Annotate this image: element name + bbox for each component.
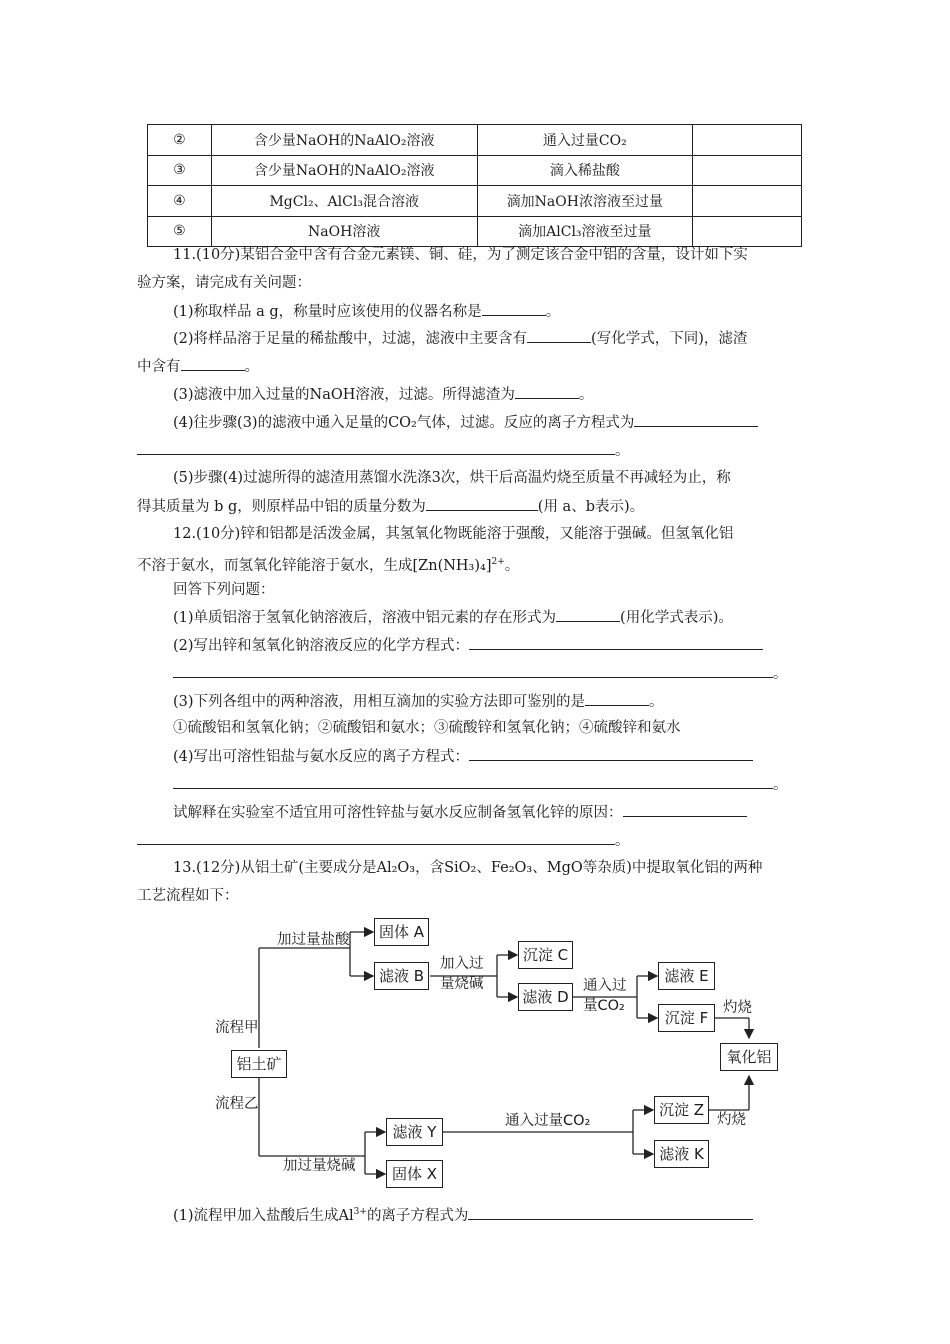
process-flow-diagram xyxy=(205,908,805,1198)
solution-cell: NaOH溶液 xyxy=(211,216,477,247)
node-ppt-z: 沉淀 Z xyxy=(654,1096,709,1124)
q12-part2: (2)写出锌和氢氧化钠溶液反应的化学方程式： xyxy=(173,635,763,656)
solution-cell: 含少量NaOH的NaAlO₂溶液 xyxy=(211,155,477,186)
q12-part4-cont: 。 xyxy=(173,774,788,795)
q11-part2-cont: 中含有 。 xyxy=(137,356,259,377)
label-route-b: 流程乙 xyxy=(215,1096,259,1112)
q12-part2-cont: 。 xyxy=(173,663,788,684)
q11-part4: (4)往步骤(3)的滤液中通入足量的CO₂气体，过滤。反应的离子方程式为 xyxy=(173,412,758,433)
q11-intro-line1: 11.(10分)某铝合金中含有合金元素镁、铜、硅，为了测定该合金中铝的含量，设计如下实 xyxy=(173,247,748,263)
answer-cell[interactable] xyxy=(693,186,802,217)
q12-part1: (1)单质铝溶于氢氧化钠溶液后，溶液中铝元素的存在形式为 (用化学式表示)。 xyxy=(173,607,733,628)
flow-connectors xyxy=(205,908,805,1198)
answer-blank[interactable] xyxy=(469,746,753,761)
answer-blank[interactable] xyxy=(137,440,615,455)
node-bauxite: 铝土矿 xyxy=(231,1050,287,1078)
answer-cell[interactable] xyxy=(693,125,802,156)
answer-blank[interactable] xyxy=(173,663,773,678)
answer-blank[interactable] xyxy=(515,384,579,399)
operation-cell: 滴加AlCl₃溶液至过量 xyxy=(477,216,693,247)
answer-cell[interactable] xyxy=(693,216,802,247)
solution-cell: MgCl₂、AlCl₃混合溶液 xyxy=(211,186,477,217)
q11-part2: (2)将样品溶于足量的稀盐酸中，过滤，滤液中主要含有 (写化学式，下同)，滤渣 xyxy=(173,328,747,349)
q12-intro-line2: 不溶于氨水，而氢氧化锌能溶于氨水，生成$[Zn(NH_3)_4]^{2+}$。 xyxy=(137,557,520,574)
answer-blank[interactable] xyxy=(468,1205,753,1220)
row-number: ④ xyxy=(148,186,212,217)
node-filtrate-k: 滤液 K xyxy=(654,1140,709,1168)
answer-blank[interactable] xyxy=(482,301,546,316)
q12-prompt: 回答下列问题： xyxy=(173,582,275,598)
q12-part5: 试解释在实验室不适宜用可溶性锌盐与氨水反应制备氢氧化锌的原因： xyxy=(173,802,747,823)
answer-cell[interactable] xyxy=(693,155,802,186)
q12-part3-options: ①硫酸铝和氢氧化钠；②硫酸铝和氨水；③硫酸锌和氢氧化钠；④硫酸锌和氨水 xyxy=(173,720,681,736)
q12-part5-cont: 。 xyxy=(137,830,630,851)
label-add-naoh-1: 加入过 xyxy=(440,956,484,972)
q12-part3: (3)下列各组中的两种溶液，用相互滴加的实验方法即可鉴别的是 。 xyxy=(173,691,664,712)
table-row xyxy=(148,125,802,156)
row-number: ② xyxy=(148,125,212,156)
answer-blank[interactable] xyxy=(623,802,747,817)
label-add-naoh-2: 量烧碱 xyxy=(440,976,484,992)
node-ppt-f: 沉淀 F xyxy=(658,1004,715,1032)
label-co2-b: 通入过量CO₂ xyxy=(505,1113,591,1129)
row-number: ③ xyxy=(148,155,212,186)
table-row xyxy=(148,186,802,217)
label-co2-1: 通入过 xyxy=(583,978,627,994)
table-row xyxy=(148,216,802,247)
label-add-hcl: 加过量盐酸 xyxy=(277,932,350,948)
q12-part4: (4)写出可溶性铝盐与氨水反应的离子方程式： xyxy=(173,746,753,767)
q11-part4-cont: 。 xyxy=(137,440,630,461)
node-filtrate-y: 滤液 Y xyxy=(386,1118,443,1146)
q11-part5-cont: 得其质量为 b g，则原样品中铝的质量分数为 (用 a、b表示)。 xyxy=(137,496,644,517)
label-calcine-1: 灼烧 xyxy=(723,1000,752,1016)
label-calcine-2: 灼烧 xyxy=(717,1112,746,1128)
node-alumina: 氧化铝 xyxy=(720,1043,778,1071)
table-row xyxy=(148,155,802,186)
label-add-naoh-b: 加过量烧碱 xyxy=(283,1158,356,1174)
answer-blank[interactable] xyxy=(137,830,615,845)
q11-part1: (1)称取样品 a g，称量时应该使用的仪器名称是 。 xyxy=(173,301,560,322)
experiment-table xyxy=(147,124,802,247)
answer-blank[interactable] xyxy=(585,691,649,706)
q12-intro-line1: 12.(10分)锌和铝都是活泼金属，其氢氧化物既能溶于强酸，又能溶于强碱。但氢氧化铝 xyxy=(173,526,734,542)
operation-cell: 滴入稀盐酸 xyxy=(477,155,693,186)
q13-part1: (1)流程甲加入盐酸后生成$Al^{3+}$的离子方程式为 xyxy=(173,1202,753,1226)
answer-blank[interactable] xyxy=(556,607,620,622)
node-filtrate-b: 滤液 B xyxy=(374,962,429,990)
answer-blank[interactable] xyxy=(426,496,538,511)
row-number: ⑤ xyxy=(148,216,212,247)
q11-part5: (5)步骤(4)过滤所得的滤渣用蒸馏水洗涤3次，烘干后高温灼烧至质量不再减轻为止，称 xyxy=(173,470,731,486)
node-filtrate-d: 滤液 D xyxy=(518,983,573,1011)
answer-blank[interactable] xyxy=(469,635,763,650)
node-solid-x: 固体 X xyxy=(386,1160,443,1188)
node-solid-a: 固体 A xyxy=(374,918,429,946)
q13-intro-line2: 工艺流程如下： xyxy=(137,888,239,904)
answer-blank[interactable] xyxy=(181,356,245,371)
label-co2-2: 量CO₂ xyxy=(583,998,625,1014)
operation-cell: 滴加NaOH浓溶液至过量 xyxy=(477,186,693,217)
answer-blank[interactable] xyxy=(173,774,773,789)
label-route-a: 流程甲 xyxy=(215,1020,259,1036)
q13-intro-line1: 13.(12分)从铝土矿(主要成分是Al₂O₃，含SiO₂、Fe₂O₃、MgO等杂质)中提取氧化铝的两种 xyxy=(173,860,763,876)
solution-cell: 含少量NaOH的NaAlO₂溶液 xyxy=(211,125,477,156)
q11-intro-line2: 验方案，请完成有关问题： xyxy=(137,275,311,291)
answer-blank[interactable] xyxy=(634,412,758,427)
node-filtrate-e: 滤液 E xyxy=(658,962,715,990)
operation-cell: 通入过量CO₂ xyxy=(477,125,693,156)
answer-blank[interactable] xyxy=(527,328,591,343)
node-ppt-c: 沉淀 C xyxy=(518,941,573,969)
q11-part3: (3)滤液中加入过量的NaOH溶液，过滤。所得滤渣为 。 xyxy=(173,384,593,405)
